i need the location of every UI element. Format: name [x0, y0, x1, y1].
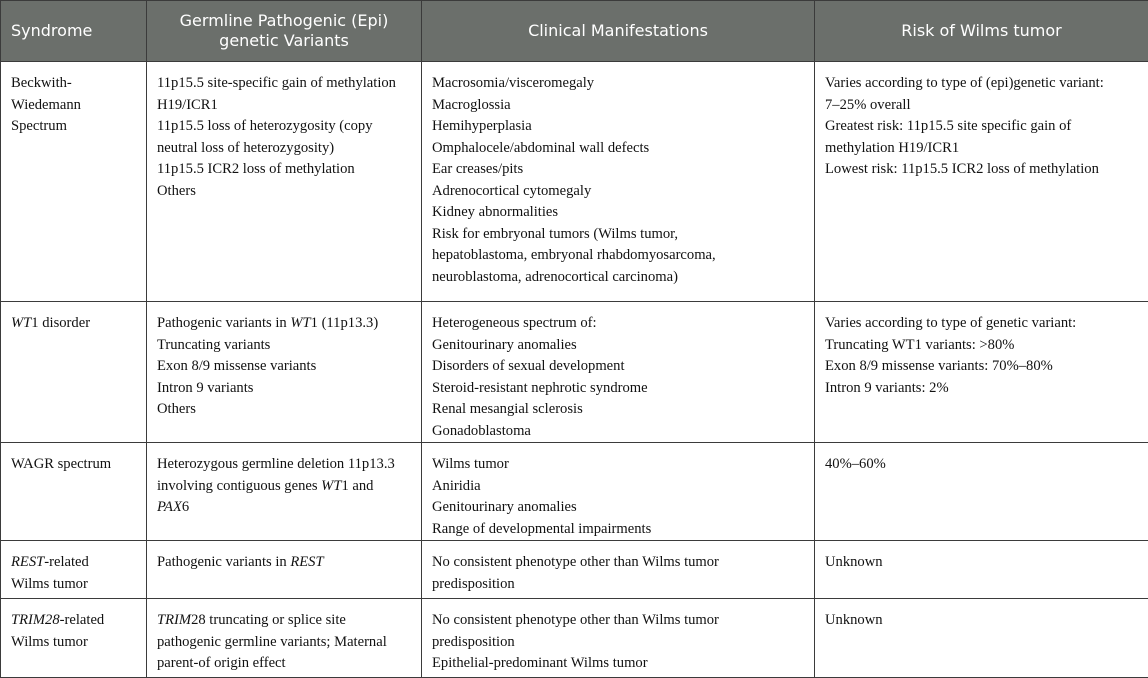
clinical-cell [422, 443, 815, 541]
risk-cell [815, 599, 1148, 678]
variants-cell [147, 443, 422, 541]
gene-name: REST [290, 554, 323, 570]
risk-line: Varies according to type of (epi)genetic variant: [825, 73, 1138, 95]
variant-prefix: Pathogenic variants in [157, 554, 290, 570]
header-syndrome: Syndrome [1, 1, 147, 62]
variant-line: H19/ICR1 [157, 95, 411, 117]
risk-line: 7–25% overall [825, 95, 1138, 117]
syndrome-text: WAGR spectrum [11, 454, 136, 476]
clinical-line: Hemihyperplasia [432, 116, 804, 138]
syndrome-text: Wiedemann [11, 95, 136, 117]
header-variants [147, 1, 422, 62]
syndrome-cell [1, 599, 147, 678]
syndrome-text: Spectrum [11, 116, 136, 138]
variant-line [157, 497, 411, 519]
syndrome-cell [1, 302, 147, 443]
clinical-line: Epithelial-predominant Wilms tumor [432, 653, 804, 675]
table-row [1, 599, 1148, 678]
clinical-line: neuroblastoma, adrenocortical carcinoma) [432, 267, 804, 289]
clinical-line: Gonadoblastoma [432, 421, 804, 443]
clinical-cell [422, 599, 815, 678]
variant-line: 11p15.5 ICR2 loss of methylation [157, 159, 411, 181]
clinical-line: Wilms tumor [432, 454, 804, 476]
clinical-cell [422, 302, 815, 443]
risk-line: Lowest risk: 11p15.5 ICR2 loss of methylation [825, 159, 1138, 181]
risk-line: Exon 8/9 missense variants: 70%–80% [825, 356, 1138, 378]
clinical-line: Macroglossia [432, 95, 804, 117]
syndrome-cell [1, 443, 147, 541]
variant-prefix: involving contiguous genes [157, 478, 321, 494]
clinical-cell [422, 62, 815, 302]
syndrome-text [11, 552, 136, 574]
header-variants-line2: genetic Variants [157, 31, 411, 51]
variant-suffix: 1 (11p13.3) [311, 315, 379, 331]
variant-line [157, 313, 411, 335]
risk-line: Truncating WT1 variants: >80% [825, 335, 1138, 357]
variant-line: 11p15.5 site-specific gain of methylation [157, 73, 411, 95]
variant-line: Heterozygous germline deletion 11p13.3 [157, 454, 411, 476]
clinical-line: No consistent phenotype other than Wilms tumor [432, 552, 804, 574]
clinical-line: Renal mesangial sclerosis [432, 399, 804, 421]
variant-line: Others [157, 399, 411, 421]
header-row [1, 1, 1148, 62]
table-row [1, 62, 1148, 302]
clinical-line: Aniridia [432, 476, 804, 498]
risk-line: 40%–60% [825, 454, 1138, 476]
variant-suffix: 1 and [341, 478, 373, 494]
clinical-line: Genitourinary anomalies [432, 335, 804, 357]
variant-line: Truncating variants [157, 335, 411, 357]
variant-prefix: Pathogenic variants in [157, 315, 290, 331]
gene-name: WT [321, 478, 341, 494]
syndrome-text: Beckwith- [11, 73, 136, 95]
gene-name: PAX [157, 499, 182, 515]
clinical-line: Kidney abnormalities [432, 202, 804, 224]
syndrome-suffix: -related [44, 554, 89, 570]
gene-name: REST [11, 554, 44, 570]
clinical-line: hepatoblastoma, embryonal rhabdomyosarcoma, [432, 245, 804, 267]
clinical-line: No consistent phenotype other than Wilms tumor [432, 610, 804, 632]
risk-cell [815, 62, 1148, 302]
gene-name: WT [11, 315, 31, 331]
clinical-line: Risk for embryonal tumors (Wilms tumor, [432, 224, 804, 246]
clinical-line: Disorders of sexual development [432, 356, 804, 378]
risk-line: Unknown [825, 552, 1138, 574]
variant-line: pathogenic germline variants; Maternal [157, 632, 411, 654]
risk-line: Greatest risk: 11p15.5 site specific gain of [825, 116, 1138, 138]
syndrome-text [11, 610, 136, 632]
table-row [1, 443, 1148, 541]
variant-line: parent-of origin effect [157, 653, 411, 675]
header-clinical: Clinical Manifestations [422, 1, 815, 62]
variants-cell [147, 599, 422, 678]
clinical-line: predisposition [432, 574, 804, 596]
gene-name: TRIM [157, 612, 191, 628]
syndrome-text: Wilms tumor [11, 632, 136, 654]
risk-line: Unknown [825, 610, 1138, 632]
header-variants-line1: Germline Pathogenic (Epi) [157, 11, 411, 31]
risk-line: methylation H19/ICR1 [825, 138, 1138, 160]
variants-cell [147, 302, 422, 443]
variant-line [157, 476, 411, 498]
syndrome-suffix: 1 disorder [31, 315, 90, 331]
variant-line: Intron 9 variants [157, 378, 411, 400]
table-row [1, 541, 1148, 599]
clinical-line: Adrenocortical cytomegaly [432, 181, 804, 203]
clinical-line: predisposition [432, 632, 804, 654]
syndrome-text [11, 313, 136, 335]
clinical-line: Range of developmental impairments [432, 519, 804, 541]
variant-line [157, 610, 411, 632]
clinical-line: Steroid-resistant nephrotic syndrome [432, 378, 804, 400]
clinical-line: Genitourinary anomalies [432, 497, 804, 519]
clinical-line: Heterogeneous spectrum of: [432, 313, 804, 335]
variants-cell [147, 62, 422, 302]
table-row [1, 302, 1148, 443]
risk-cell [815, 443, 1148, 541]
variant-line: Others [157, 181, 411, 203]
variant-line: neutral loss of heterozygosity) [157, 138, 411, 160]
gene-name: WT [290, 315, 310, 331]
syndrome-text: Wilms tumor [11, 574, 136, 596]
risk-line: Varies according to type of genetic variant: [825, 313, 1138, 335]
variant-line: 11p15.5 loss of heterozygosity (copy [157, 116, 411, 138]
risk-line: Intron 9 variants: 2% [825, 378, 1138, 400]
variant-suffix: 6 [182, 499, 189, 515]
clinical-line: Macrosomia/visceromegaly [432, 73, 804, 95]
clinical-cell [422, 541, 815, 599]
variant-line [157, 552, 411, 574]
variant-line: Exon 8/9 missense variants [157, 356, 411, 378]
variant-suffix: 28 truncating or splice site [191, 612, 346, 628]
clinical-line: Ear creases/pits [432, 159, 804, 181]
syndrome-cell [1, 541, 147, 599]
syndrome-suffix: -related [60, 612, 105, 628]
clinical-line: Omphalocele/abdominal wall defects [432, 138, 804, 160]
variants-cell [147, 541, 422, 599]
syndrome-cell [1, 62, 147, 302]
header-risk: Risk of Wilms tumor [815, 1, 1148, 62]
gene-name: TRIM28 [11, 612, 60, 628]
risk-cell [815, 302, 1148, 443]
risk-cell [815, 541, 1148, 599]
